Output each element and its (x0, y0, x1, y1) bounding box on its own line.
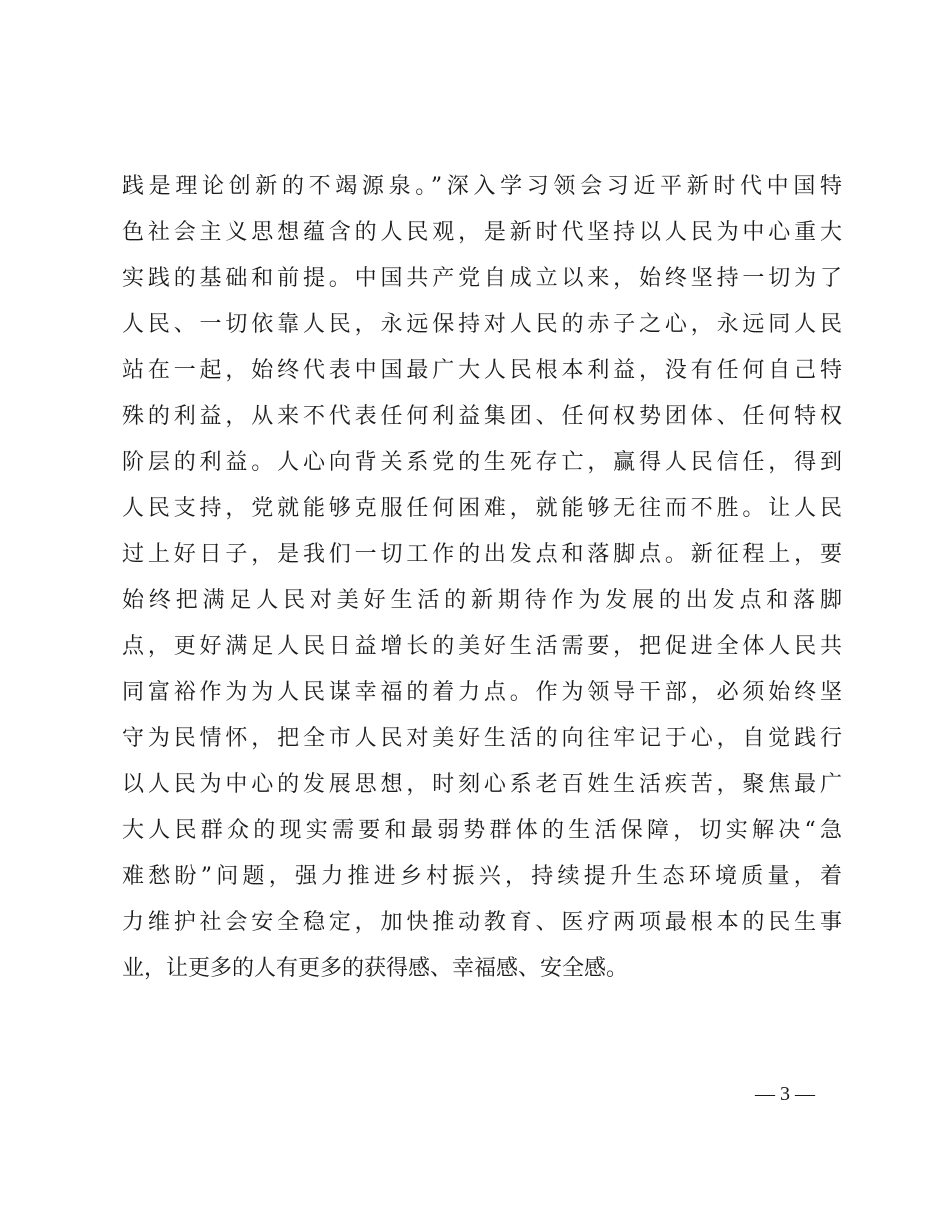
paragraph-line: 力维护社会安全稳定，加快推动教育、医疗两项最根本的民生事 (122, 910, 842, 935)
paragraph-line: 人民、一切依靠人民，永远保持对人民的赤子之心，永远同人民 (122, 312, 842, 337)
body-paragraph (122, 164, 842, 992)
paragraph-line: 始终把满足人民对美好生活的新期待作为发展的出发点和落脚 (122, 588, 842, 613)
paragraph-line: 同富裕作为为人民谋幸福的着力点。作为领导干部，必须始终坚 (122, 680, 842, 705)
paragraph-line: 色社会主义思想蕴含的人民观，是新时代坚持以人民为中心重大 (122, 220, 842, 245)
paragraph-line: 践是理论创新的不竭源泉。”深入学习领会习近平新时代中国特 (122, 174, 842, 199)
paragraph-line: 以人民为中心的发展思想，时刻心系老百姓生活疾苦，聚焦最广 (122, 772, 842, 797)
paragraph-line: 大人民群众的现实需要和最弱势群体的生活保障，切实解决“急 (122, 818, 842, 843)
paragraph-line: 人民支持，党就能够克服任何困难，就能够无往而不胜。让人民 (122, 496, 842, 521)
paragraph-line: 阶层的利益。人心向背关系党的生死存亡，赢得人民信任，得到 (122, 450, 842, 475)
paragraph-line: 实践的基础和前提。中国共产党自成立以来，始终坚持一切为了 (122, 266, 842, 291)
paragraph-line-last: 业，让更多的人有更多的获得感、幸福感、安全感。 (122, 956, 629, 981)
page-number: — 3 — (755, 1083, 815, 1105)
paragraph-line: 殊的利益，从来不代表任何利益集团、任何权势团体、任何特权 (122, 404, 842, 429)
paragraph-line: 难愁盼”问题，强力推进乡村振兴，持续提升生态环境质量，着 (122, 864, 842, 889)
paragraph-line: 守为民情怀，把全市人民对美好生活的向往牢记于心，自觉践行 (122, 726, 842, 751)
paragraph-line: 站在一起，始终代表中国最广大人民根本利益，没有任何自己特 (122, 358, 842, 383)
paragraph-line: 点，更好满足人民日益增长的美好生活需要，把促进全体人民共 (122, 634, 842, 659)
paragraph-line: 过上好日子，是我们一切工作的出发点和落脚点。新征程上，要 (122, 542, 842, 567)
